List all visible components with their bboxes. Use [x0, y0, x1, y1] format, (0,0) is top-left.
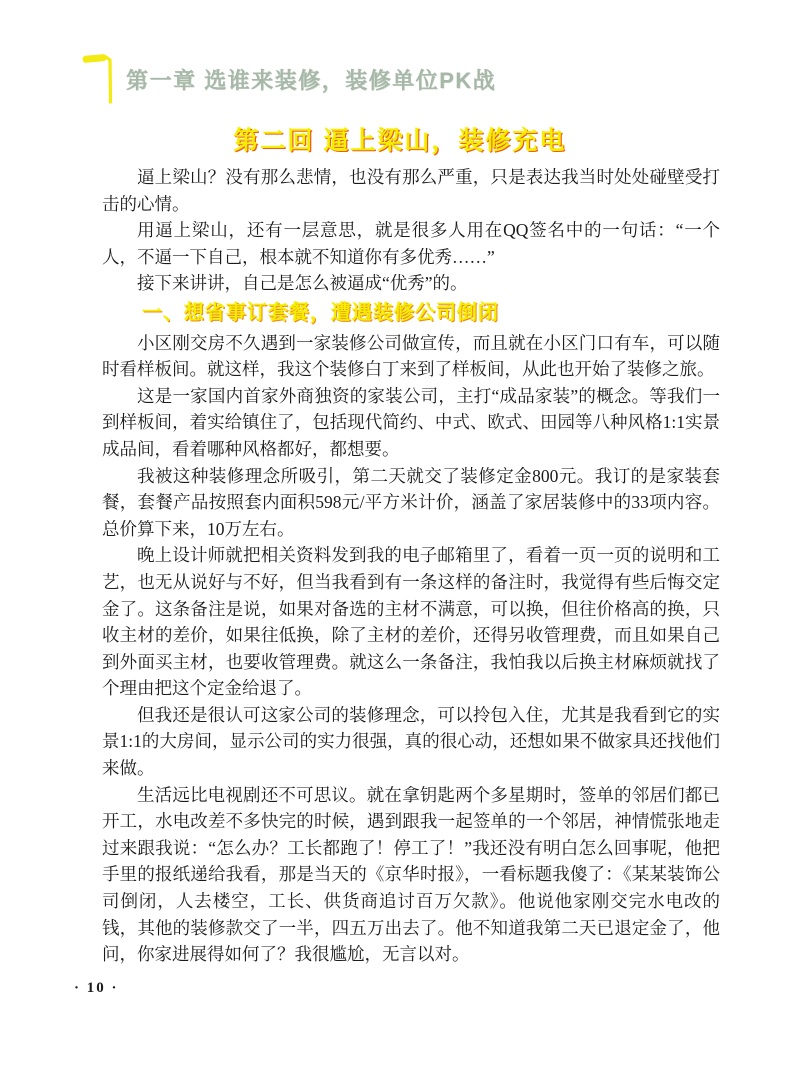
paragraph: 我被这种装修理念所吸引，第二天就交了装修定金800元。我订的是家装套餐，套餐产品按照套内面积598元/平方米计价，涵盖了家居装修中的33项内容。总价算下来，10万左右。	[102, 465, 720, 539]
paragraph: 这是一家国内首家外商独资的家装公司，主打“成品家装”的概念。等我们一到样板间，着实给镇住了，包括现代简约、中式、欧式、田园等八种风格1:1实景成品间，看着哪种风格都好，都想要。	[102, 385, 720, 459]
chapter-header	[80, 50, 496, 108]
paragraph: 接下来讲讲，自己是怎么被逼成“优秀”的。	[137, 273, 468, 294]
body-text	[102, 164, 720, 968]
section-heading: 一、想省事订套餐，遭遇装修公司倒闭	[142, 301, 499, 324]
paragraph: 生活远比电视剧还不可思议。就在拿钥匙两个多星期时，签单的邻居们都已开工，水电改差不多快完的时候，遇到跟我一起签单的一个邻居，神情慌张地走过来跟我说：“怎么办？工长都跑了！停工了！”我还没有明白怎么回事呢，他把手里的报纸递给我看，那是当天的《京华时报》，一看标题我傻了：《某某装饰公司倒闭，人去楼空，工长、供货商追讨百万欠款》。他说他家刚交完水电改的钱，其他的装修款交了一半，四五万出去了。他不知道我第二天已退定金了，他问，你家进展得如何了？我很尴尬，无言以对。	[102, 784, 720, 965]
paragraph: 但我还是很认可这家公司的装修理念，可以拎包入住，尤其是我看到它的实景1:1的大房间，显示公司的实力很强，真的很心动，还想如果不做家具还找他们来做。	[102, 704, 720, 779]
page-title: 第二回 逼上梁山，装修充电	[233, 127, 567, 155]
paragraph: 小区刚交房不久遇到一家装修公司做宣传，而且就在小区门口有车，可以随时看样板间。就这样，我这个装修白丁来到了样板间，从此也开始了装修之旅。	[102, 332, 720, 380]
paint-roller-icon	[80, 50, 120, 108]
chapter-header-label: 第一章 选谁来装修，装修单位PK战	[126, 68, 497, 93]
paragraph: 晚上设计师就把相关资料发到我的电子邮箱里了，看着一页一页的说明和工艺，也无从说好与不好，但当我看到有一条这样的备注时，我觉得有些后悔交定金了。这条备注是说，如果对备选的主材不满意，可以换，但往价格高的换，只收主材的差价，如果往低换，除了主材的差价，还得另收管理费，而且如果自己到外面买主材，也要收管理费。就这么一条备注，我怕我以后换主材麻烦就找了个理由把这个定金给退了。	[102, 545, 720, 699]
page-number: · 10 ·	[74, 980, 119, 996]
paragraph: 逼上梁山？没有那么悲情，也没有那么严重，只是表达我当时处处碰壁受打击的心情。	[102, 167, 720, 214]
paragraph: 用逼上梁山，还有一层意思，就是很多人用在QQ签名中的一句话：“一个人，不逼一下自己，根本就不知道你有多优秀……”	[102, 220, 720, 267]
